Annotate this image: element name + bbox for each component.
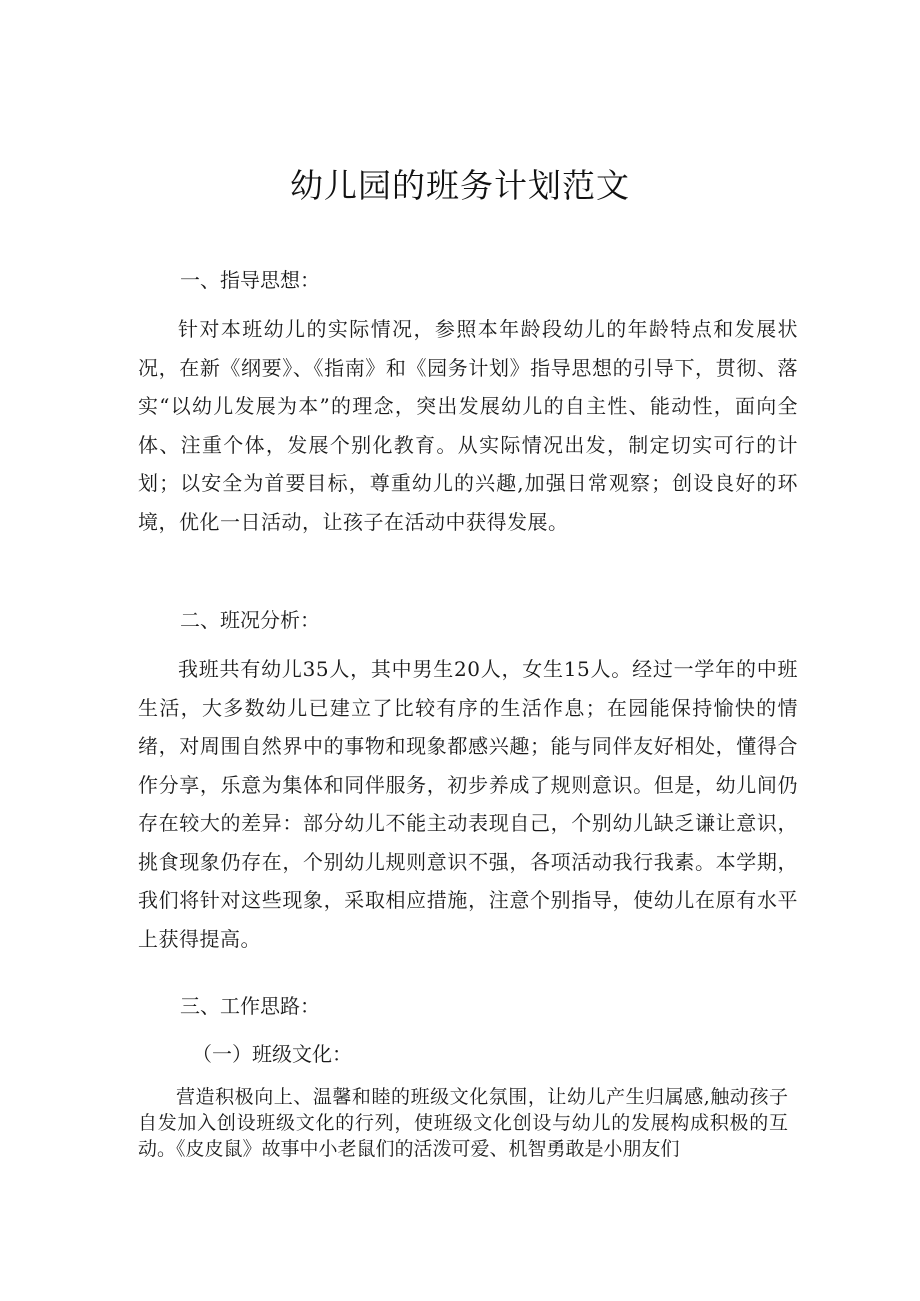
section-heading-class-analysis: 二、班况分析： — [180, 608, 320, 632]
section-heading-work-approach: 三、工作思路： — [180, 994, 320, 1018]
subsection-paragraph-class-culture: 营造积极向上、温馨和睦的班级文化氛围，让幼儿产生归属感,触动孩子自发加入创设班级文化的行列，使班级文化创设与幼儿的发展构成积极的互动。《皮皮鼠》故事中小老鼠们的活泼可爱、机智勇敢是小朋友们 — [138, 1086, 788, 1160]
subsection-heading-class-culture: （一）班级文化： — [192, 1042, 352, 1066]
section-paragraph-class-analysis: 我班共有幼儿35人，其中男生20人，女生15人。经过一学年的中班生活，大多数幼儿已建立了比较有序的生活作息；在园能保持愉快的情绪，对周围自然界中的事物和现象都感兴趣；能与同伴友好相处，懂得合作分享，乐意为集体和同伴服务，初步养成了规则意识。但是，幼儿间仍存在较大的差异：部分幼儿不能主动表现自己，个别幼儿缺乏谦让意识，挑食现象仍存在，个别幼儿规则意识不强，各项活动我行我素。本学期，我们将针对这些现象，采取相应措施，注意个别指导，使幼儿在原有水平上获得提高。 — [138, 657, 798, 951]
section-paragraph-guiding-ideology: 针对本班幼儿的实际情况，参照本年龄段幼儿的年龄特点和发展状况，在新《纲要》、《指南》和《园务计划》指导思想的引导下，贯彻、落实“以幼儿发展为本”的理念，突出发展幼儿的自主性、能动性，面向全体、注重个体，发展个别化教育。从实际情况出发，制定切实可行的计划；以安全为首要目标，尊重幼儿的兴趣,加强日常观察；创设良好的环境，优化一日活动，让孩子在活动中获得发展。 — [138, 317, 798, 534]
document-title: 幼儿园的班务计划范文 — [290, 166, 630, 205]
section-heading-guiding-ideology: 一、指导思想： — [180, 268, 320, 292]
